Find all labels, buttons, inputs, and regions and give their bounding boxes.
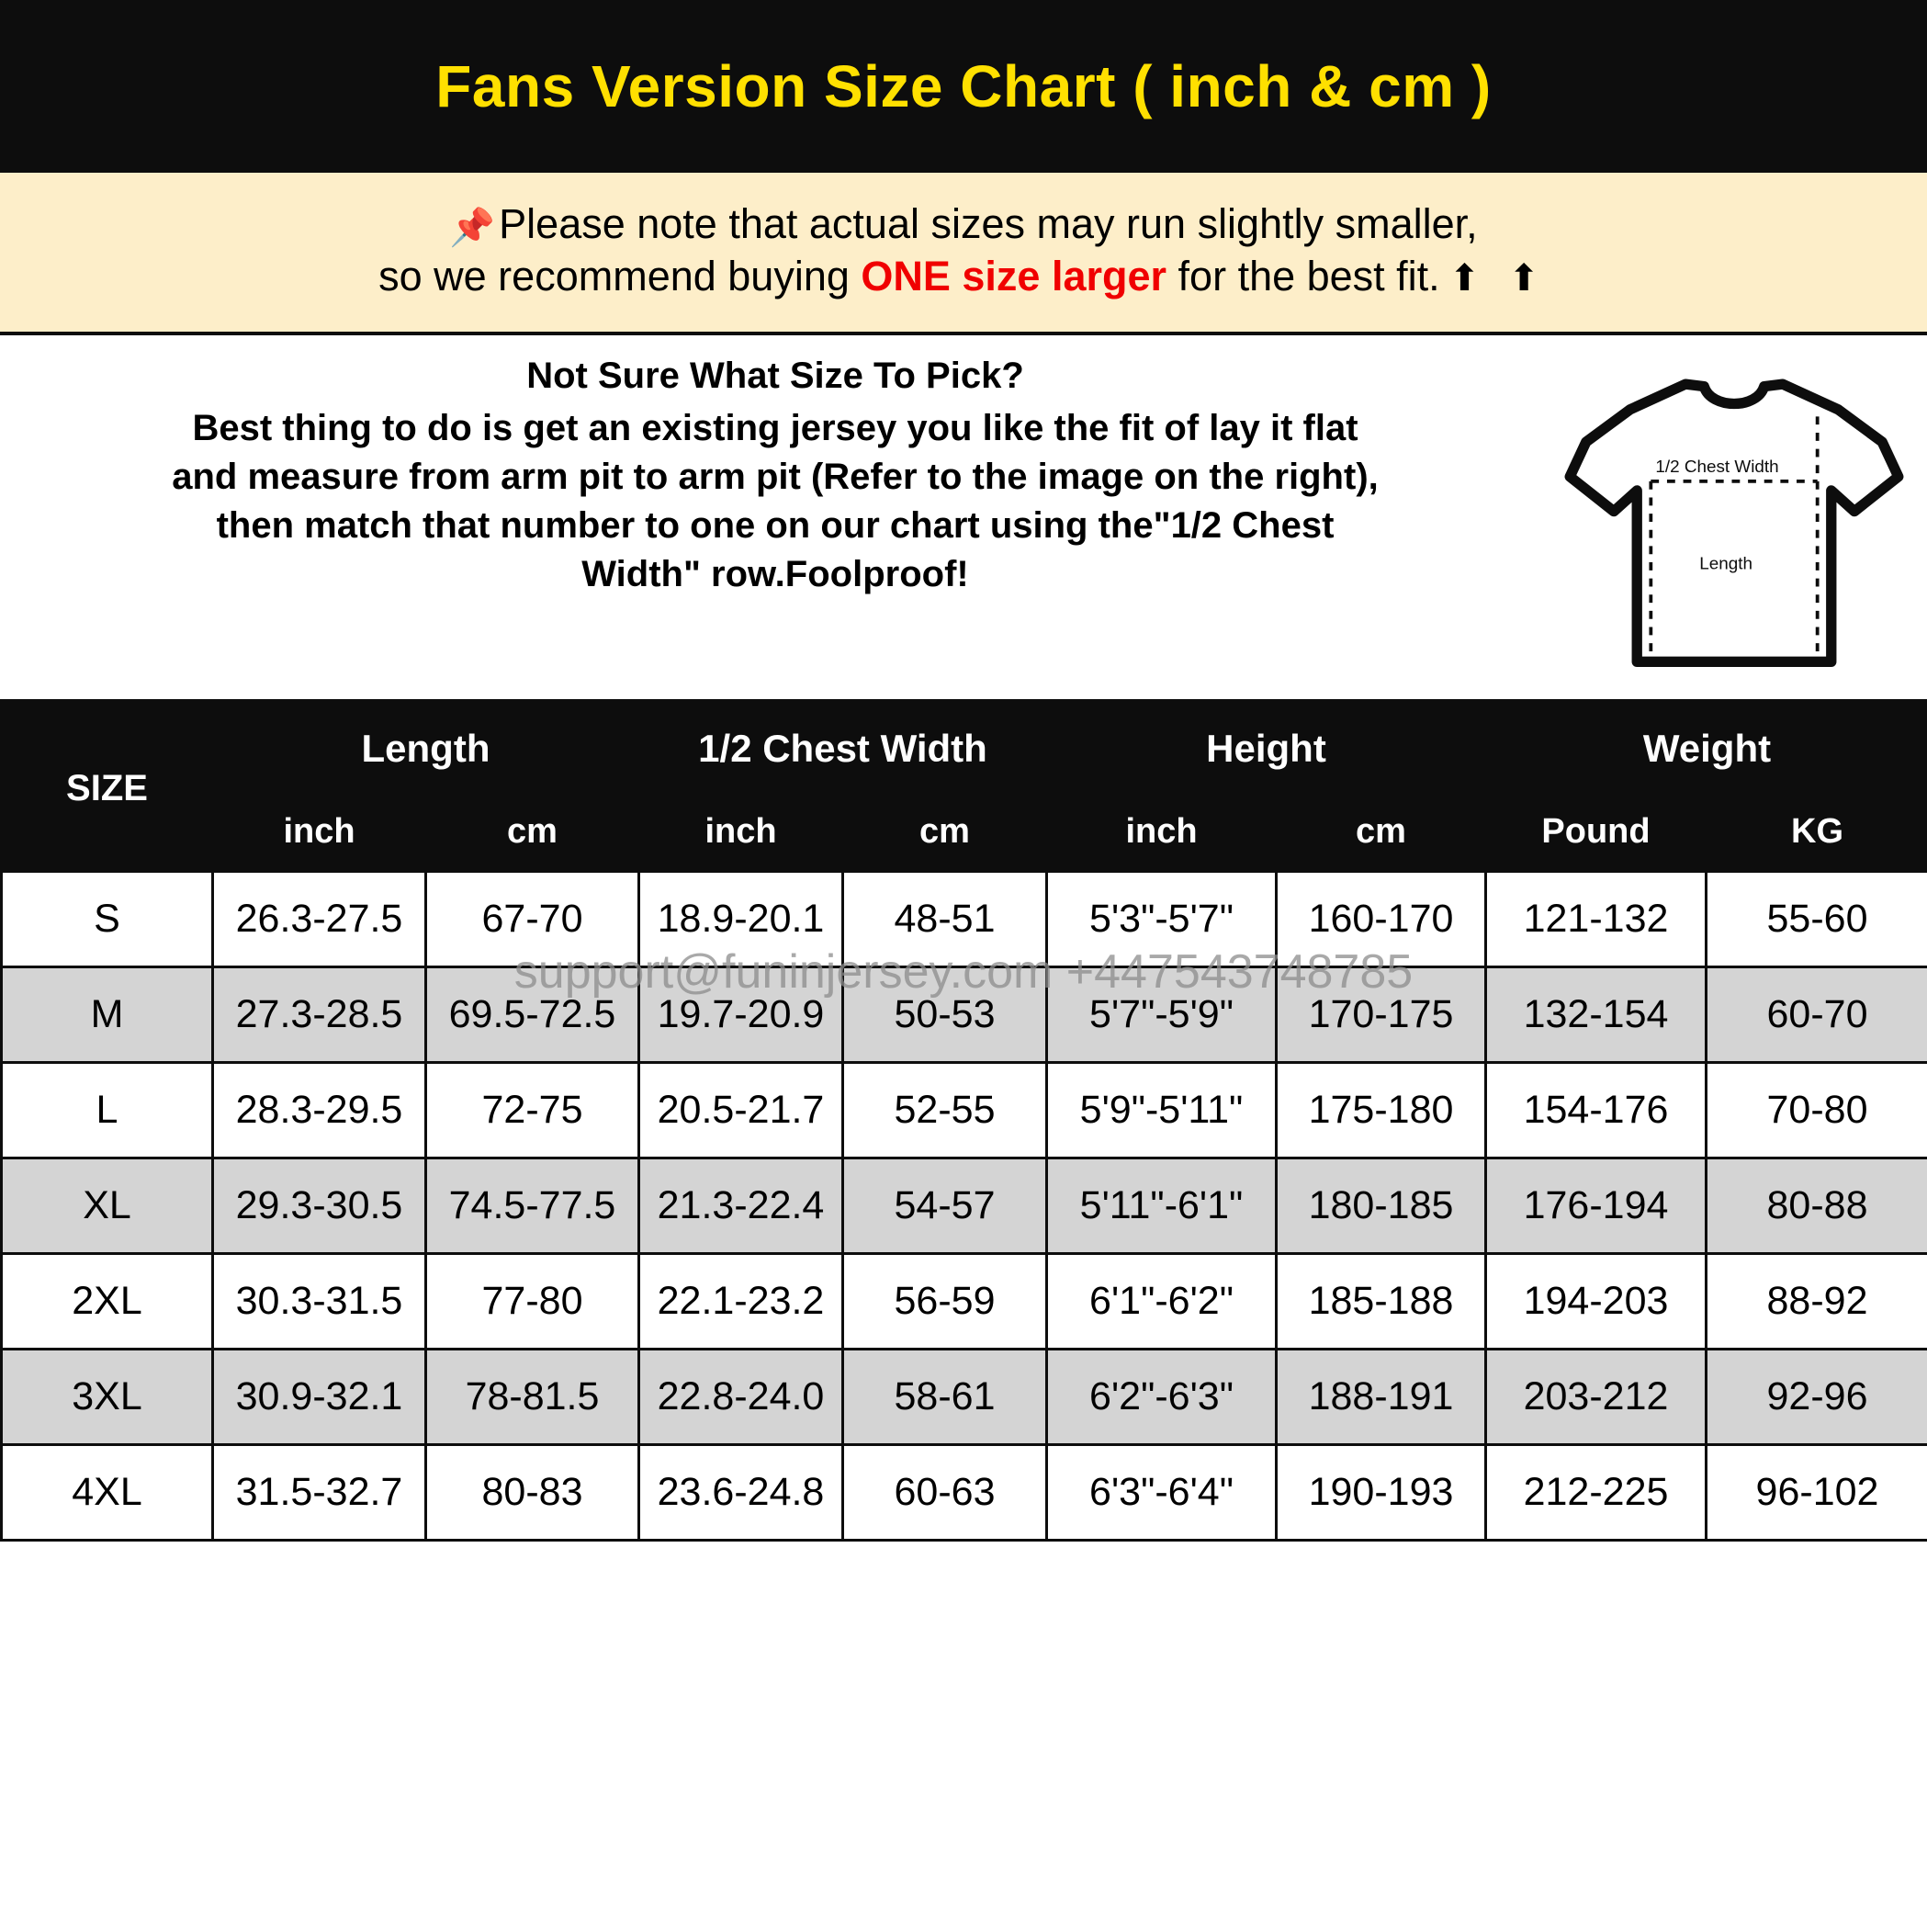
table-row xyxy=(2,872,1927,967)
help-section xyxy=(0,335,1927,704)
cell-weight-pound: 132-154 xyxy=(1486,967,1707,1063)
note-line-1 xyxy=(37,198,1890,251)
header-length-cm: cm xyxy=(426,793,639,872)
tshirt-icon xyxy=(1560,370,1909,683)
cell-height-cm: 185-188 xyxy=(1277,1254,1486,1350)
note-text-1: Please note that actual sizes may run slightly smaller, xyxy=(499,200,1478,247)
table-row xyxy=(2,1350,1927,1445)
cell-weight-pound: 194-203 xyxy=(1486,1254,1707,1350)
cell-size: 3XL xyxy=(2,1350,213,1445)
header-height-cm: cm xyxy=(1277,793,1486,872)
cell-length-cm: 77-80 xyxy=(426,1254,639,1350)
cell-chest-inch: 19.7-20.9 xyxy=(639,967,843,1063)
cell-height-cm: 188-191 xyxy=(1277,1350,1486,1445)
cell-height-cm: 190-193 xyxy=(1277,1445,1486,1541)
cell-height-cm: 170-175 xyxy=(1277,967,1486,1063)
cell-weight-kg: 96-102 xyxy=(1707,1445,1927,1541)
note-emphasis: ONE size larger xyxy=(861,253,1167,299)
cell-height-inch: 5'3"-5'7" xyxy=(1047,872,1277,967)
cell-length-cm: 69.5-72.5 xyxy=(426,967,639,1063)
cell-height-inch: 6'2"-6'3" xyxy=(1047,1350,1277,1445)
cell-chest-inch: 21.3-22.4 xyxy=(639,1158,843,1254)
cell-height-inch: 5'11"-6'1" xyxy=(1047,1158,1277,1254)
cell-height-cm: 180-185 xyxy=(1277,1158,1486,1254)
table-row xyxy=(2,1063,1927,1158)
note-band xyxy=(0,173,1927,335)
cell-chest-cm: 52-55 xyxy=(843,1063,1047,1158)
header-weight: Weight xyxy=(1486,706,1927,793)
cell-height-cm: 160-170 xyxy=(1277,872,1486,967)
cell-length-inch: 26.3-27.5 xyxy=(213,872,426,967)
cell-length-cm: 72-75 xyxy=(426,1063,639,1158)
table-head xyxy=(2,706,1927,872)
header-length: Length xyxy=(213,706,639,793)
header-length-inch: inch xyxy=(213,793,426,872)
note-text-2a: so we recommend buying xyxy=(378,253,862,299)
up-arrows-icon: ⬆ ⬆ xyxy=(1448,258,1549,299)
cell-height-cm: 175-180 xyxy=(1277,1063,1486,1158)
table-row xyxy=(2,1254,1927,1350)
cell-length-cm: 78-81.5 xyxy=(426,1350,639,1445)
title-bar xyxy=(0,0,1927,173)
cell-size: L xyxy=(2,1063,213,1158)
cell-length-inch: 28.3-29.5 xyxy=(213,1063,426,1158)
cell-length-inch: 27.3-28.5 xyxy=(213,967,426,1063)
cell-height-inch: 6'1"-6'2" xyxy=(1047,1254,1277,1350)
cell-weight-kg: 60-70 xyxy=(1707,967,1927,1063)
note-line-2 xyxy=(37,251,1890,302)
cell-chest-inch: 22.1-23.2 xyxy=(639,1254,843,1350)
help-line-1: Best thing to do is get an existing jersey you like the fit of lay it flat xyxy=(192,408,1358,449)
cell-weight-kg: 80-88 xyxy=(1707,1158,1927,1254)
header-chest: 1/2 Chest Width xyxy=(639,706,1047,793)
cell-weight-pound: 212-225 xyxy=(1486,1445,1707,1541)
cell-chest-cm: 54-57 xyxy=(843,1158,1047,1254)
table-group-header-row xyxy=(2,706,1927,793)
cell-weight-pound: 121-132 xyxy=(1486,872,1707,967)
cell-weight-kg: 92-96 xyxy=(1707,1350,1927,1445)
cell-chest-cm: 48-51 xyxy=(843,872,1047,967)
cell-length-inch: 31.5-32.7 xyxy=(213,1445,426,1541)
cell-weight-kg: 55-60 xyxy=(1707,872,1927,967)
table-row xyxy=(2,1445,1927,1541)
cell-size: M xyxy=(2,967,213,1063)
contact-watermark: support@funinjersey.com +447543748785 xyxy=(513,945,1414,999)
cell-chest-inch: 23.6-24.8 xyxy=(639,1445,843,1541)
cell-chest-cm: 50-53 xyxy=(843,967,1047,1063)
header-size: SIZE xyxy=(2,706,213,872)
cell-size: 2XL xyxy=(2,1254,213,1350)
help-text-block xyxy=(0,356,1541,598)
header-height: Height xyxy=(1047,706,1486,793)
cell-length-cm: 67-70 xyxy=(426,872,639,967)
cell-chest-inch: 22.8-24.0 xyxy=(639,1350,843,1445)
cell-height-inch: 5'7"-5'9" xyxy=(1047,967,1277,1063)
help-heading: Not Sure What Size To Pick? xyxy=(526,356,1024,397)
cell-chest-inch: 20.5-21.7 xyxy=(639,1063,843,1158)
pushpin-icon: 📌 xyxy=(449,208,496,248)
table-row xyxy=(2,1158,1927,1254)
help-line-2: and measure from arm pit to arm pit (Refer to the image on the right), xyxy=(172,457,1379,498)
cell-weight-pound: 176-194 xyxy=(1486,1158,1707,1254)
table-unit-header-row xyxy=(2,793,1927,872)
cell-weight-kg: 70-80 xyxy=(1707,1063,1927,1158)
help-line-4: Width" row.Foolproof! xyxy=(581,553,969,594)
table-body xyxy=(2,872,1927,1541)
note-text-2b: for the best fit. xyxy=(1166,253,1440,299)
header-weight-kg: KG xyxy=(1707,793,1927,872)
cell-size: S xyxy=(2,872,213,967)
header-height-inch: inch xyxy=(1047,793,1277,872)
header-weight-pound: Pound xyxy=(1486,793,1707,872)
size-table xyxy=(0,704,1927,1542)
header-chest-cm: cm xyxy=(843,793,1047,872)
help-line-3: then match that number to one on our chart using the"1/2 Chest xyxy=(216,504,1335,546)
cell-height-inch: 6'3"-6'4" xyxy=(1047,1445,1277,1541)
chest-width-label: 1/2 Chest Width xyxy=(1655,458,1779,478)
cell-weight-pound: 203-212 xyxy=(1486,1350,1707,1445)
cell-length-cm: 80-83 xyxy=(426,1445,639,1541)
cell-size: XL xyxy=(2,1158,213,1254)
tshirt-diagram xyxy=(1541,356,1927,683)
cell-length-inch: 29.3-30.5 xyxy=(213,1158,426,1254)
cell-weight-pound: 154-176 xyxy=(1486,1063,1707,1158)
cell-length-cm: 74.5-77.5 xyxy=(426,1158,639,1254)
header-chest-inch: inch xyxy=(639,793,843,872)
cell-size: 4XL xyxy=(2,1445,213,1541)
table-row xyxy=(2,967,1927,1063)
cell-chest-inch: 18.9-20.1 xyxy=(639,872,843,967)
cell-chest-cm: 56-59 xyxy=(843,1254,1047,1350)
cell-length-inch: 30.9-32.1 xyxy=(213,1350,426,1445)
cell-chest-cm: 60-63 xyxy=(843,1445,1047,1541)
cell-length-inch: 30.3-31.5 xyxy=(213,1254,426,1350)
cell-height-inch: 5'9"-5'11" xyxy=(1047,1063,1277,1158)
cell-chest-cm: 58-61 xyxy=(843,1350,1047,1445)
page-title: Fans Version Size Chart ( inch & cm ) xyxy=(435,53,1492,119)
length-label: Length xyxy=(1699,554,1752,574)
cell-weight-kg: 88-92 xyxy=(1707,1254,1927,1350)
